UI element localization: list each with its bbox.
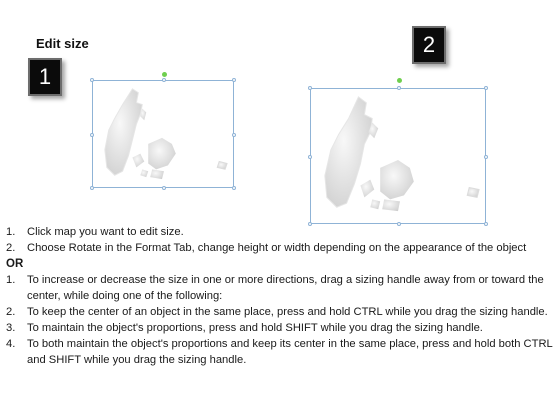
resize-handle-w[interactable]	[90, 133, 94, 137]
resize-handle-sw[interactable]	[90, 186, 94, 190]
resize-handle-w[interactable]	[308, 155, 312, 159]
denmark-map-shape-small[interactable]	[93, 81, 233, 187]
step-badge-1: 1	[28, 58, 62, 96]
list-item: 1. To increase or decrease the size in one or more directions, drag a sizing handle away from or toward the center, while doing one of the following:	[6, 274, 544, 302]
resize-handle-ne[interactable]	[484, 86, 488, 90]
list-item: 2. To keep the center of an object in the same place, press and hold CTRL while you drag the sizing handle.	[6, 306, 548, 318]
resize-handle-e[interactable]	[232, 133, 236, 137]
rotate-handle[interactable]	[162, 72, 167, 77]
resize-handle-n[interactable]	[162, 78, 166, 82]
resize-handle-s[interactable]	[162, 186, 166, 190]
list-item: 3. To maintain the object's proportions, press and hold SHIFT while you drag the sizing handle.	[6, 322, 483, 334]
map-selection-frame-small[interactable]	[92, 80, 234, 188]
resize-handle-n[interactable]	[397, 86, 401, 90]
list-item: 4. To both maintain the object's proportions and keep its center in the same place, press and hold both CTRL and SHIFT while you drag the sizing handle.	[6, 338, 553, 366]
denmark-map-shape-large[interactable]	[311, 89, 485, 223]
map-selection-frame-large[interactable]	[310, 88, 486, 224]
resize-handle-ne[interactable]	[232, 78, 236, 82]
instructions	[6, 224, 554, 368]
step-badge-2: 2	[412, 26, 446, 64]
list-item: 1. Click map you want to edit size.	[6, 226, 184, 238]
resize-handle-se[interactable]	[232, 186, 236, 190]
separator-or: OR	[6, 258, 24, 270]
resize-handle-nw[interactable]	[90, 78, 94, 82]
slide-title: Edit size	[36, 36, 89, 51]
list-item: 2. Choose Rotate in the Format Tab, change height or width depending on the appearance of the object	[6, 242, 527, 254]
rotate-handle[interactable]	[397, 78, 402, 83]
resize-handle-e[interactable]	[484, 155, 488, 159]
resize-handle-nw[interactable]	[308, 86, 312, 90]
